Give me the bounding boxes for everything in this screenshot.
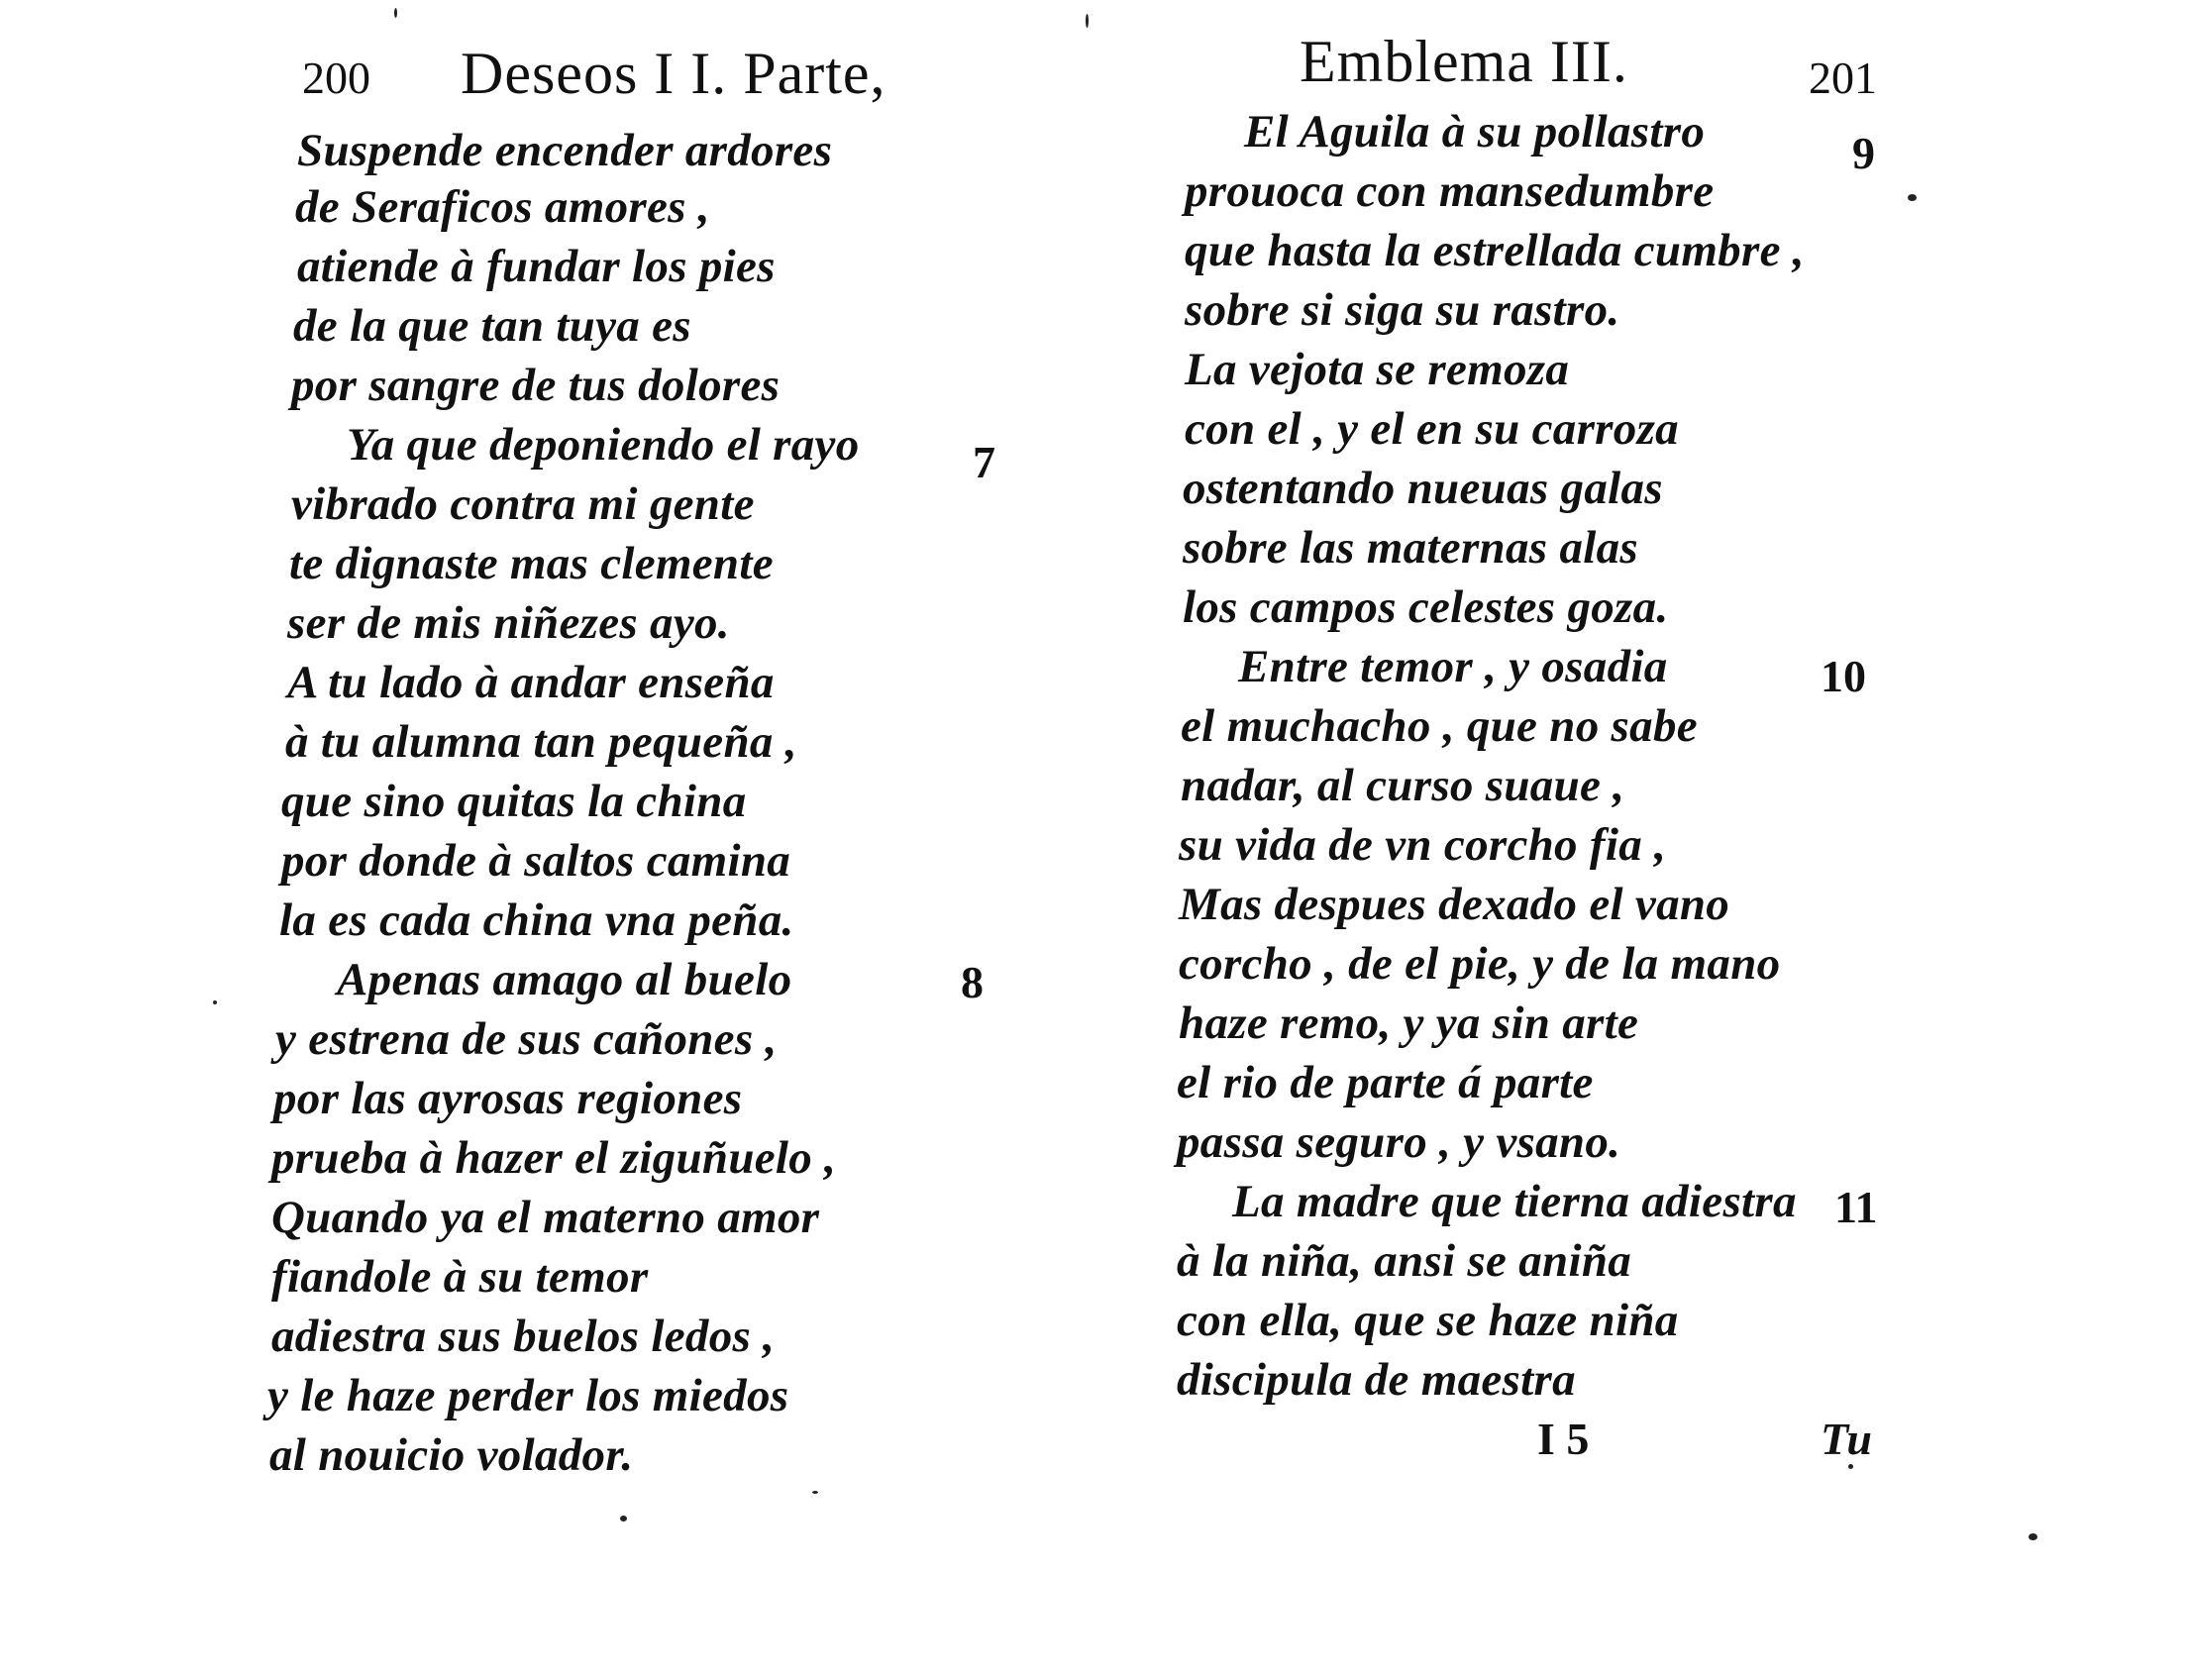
verse-line: Ya que deponiendo el rayo [347,419,860,471]
verse-line: con el , y el en su carroza [1185,403,1679,455]
verse-line: vibrado contra mi gente [291,478,755,530]
verse-line: y estrena de sus cañones , [275,1013,778,1065]
left-running-head: Deseos I I. Parte, [461,41,886,106]
stanza-number: 7 [973,437,995,487]
verse-line: te dignaste mas clemente [289,538,774,589]
ink-speck [620,1516,627,1522]
verse-line: fiandole à su temor [271,1251,649,1303]
verse-line: ser de mis niñezes ayo. [287,597,730,649]
verse-line: El Aguila à su pollastro [1244,106,1706,158]
verse-line: corcho , de el pie, y de la mano [1179,938,1781,990]
ink-speck [1908,194,1917,201]
left-page-number: 200 [302,52,370,103]
ink-speck [1086,14,1089,28]
verse-line: La vejota se remoza [1185,344,1570,395]
verse-line: el rio de parte á parte [1177,1057,1594,1108]
verse-line: de Seraficos amores , [295,181,710,233]
verse-line: haze remo, y ya sin arte [1179,998,1639,1049]
verse-line: Mas despues dexado el vano [1179,879,1730,930]
verse-line: el muchacho , que no sabe [1181,700,1698,752]
stanza-number: 8 [961,957,984,1007]
verse-line: discipula de maestra [1177,1354,1576,1406]
verse-line: atiende à fundar los pies [297,241,776,292]
ink-speck [394,8,397,18]
verse-line: Quando ya el materno amor [271,1192,820,1243]
stanza-number: 10 [1821,651,1866,701]
verse-line: por sangre de tus dolores [291,360,781,411]
catchword: Tu [1821,1414,1872,1464]
verse-line: que sino quitas la china [281,776,747,827]
verse-line: por las ayrosas regiones [273,1073,743,1124]
verse-line: la es cada china vna peña. [279,894,794,946]
ink-speck [2029,1533,2037,1540]
right-page [1090,0,2188,1680]
verse-line: adiestra sus buelos ledos , [271,1311,776,1362]
verse-line: Entre temor , y osadia [1238,641,1668,692]
verse-line: al nouicio volador. [269,1429,634,1481]
verse-line: con ella, que se haze niña [1177,1295,1679,1346]
ink-speck [812,1491,818,1494]
verse-line: los campos celestes goza. [1183,581,1669,633]
verse-line: prouoca con mansedumbre [1185,165,1715,217]
verse-line: sobre las maternas alas [1183,522,1638,574]
verse-line: A tu lado à andar enseña [287,657,775,708]
verse-line: y le haze perder los miedos [267,1370,789,1421]
left-page [0,0,1090,1680]
signature-mark: I 5 [1537,1414,1590,1464]
verse-line: La madre que tierna adiestra [1232,1176,1797,1227]
ink-speck [1848,1464,1853,1469]
verse-line: à tu alumna tan pequeña , [285,716,797,768]
verse-line: su vida de vn corcho fia , [1179,819,1667,871]
verse-line: ostentando nueuas galas [1183,463,1663,514]
verse-line: de la que tan tuya es [293,300,691,352]
stanza-number: 9 [1852,128,1875,178]
verse-line: passa seguro , y vsano. [1177,1116,1621,1168]
verse-line: que hasta la estrellada cumbre , [1185,225,1805,276]
verse-line: à la niña, ansi se aniña [1177,1235,1632,1287]
right-running-head: Emblema III. [1300,29,1628,94]
right-page-number: 201 [1809,52,1877,103]
verse-line: Suspende encender ardores [297,125,833,176]
verse-line: Apenas amago al buelo [337,954,792,1005]
ink-speck [213,1000,217,1004]
verse-line: sobre si siga su rastro. [1185,284,1620,336]
verse-line: prueba à hazer el ziguñuelo , [271,1132,837,1184]
verse-line: nadar, al curso suaue , [1181,760,1625,811]
stanza-number: 11 [1834,1182,1878,1232]
verse-line: por donde à saltos camina [281,835,791,887]
